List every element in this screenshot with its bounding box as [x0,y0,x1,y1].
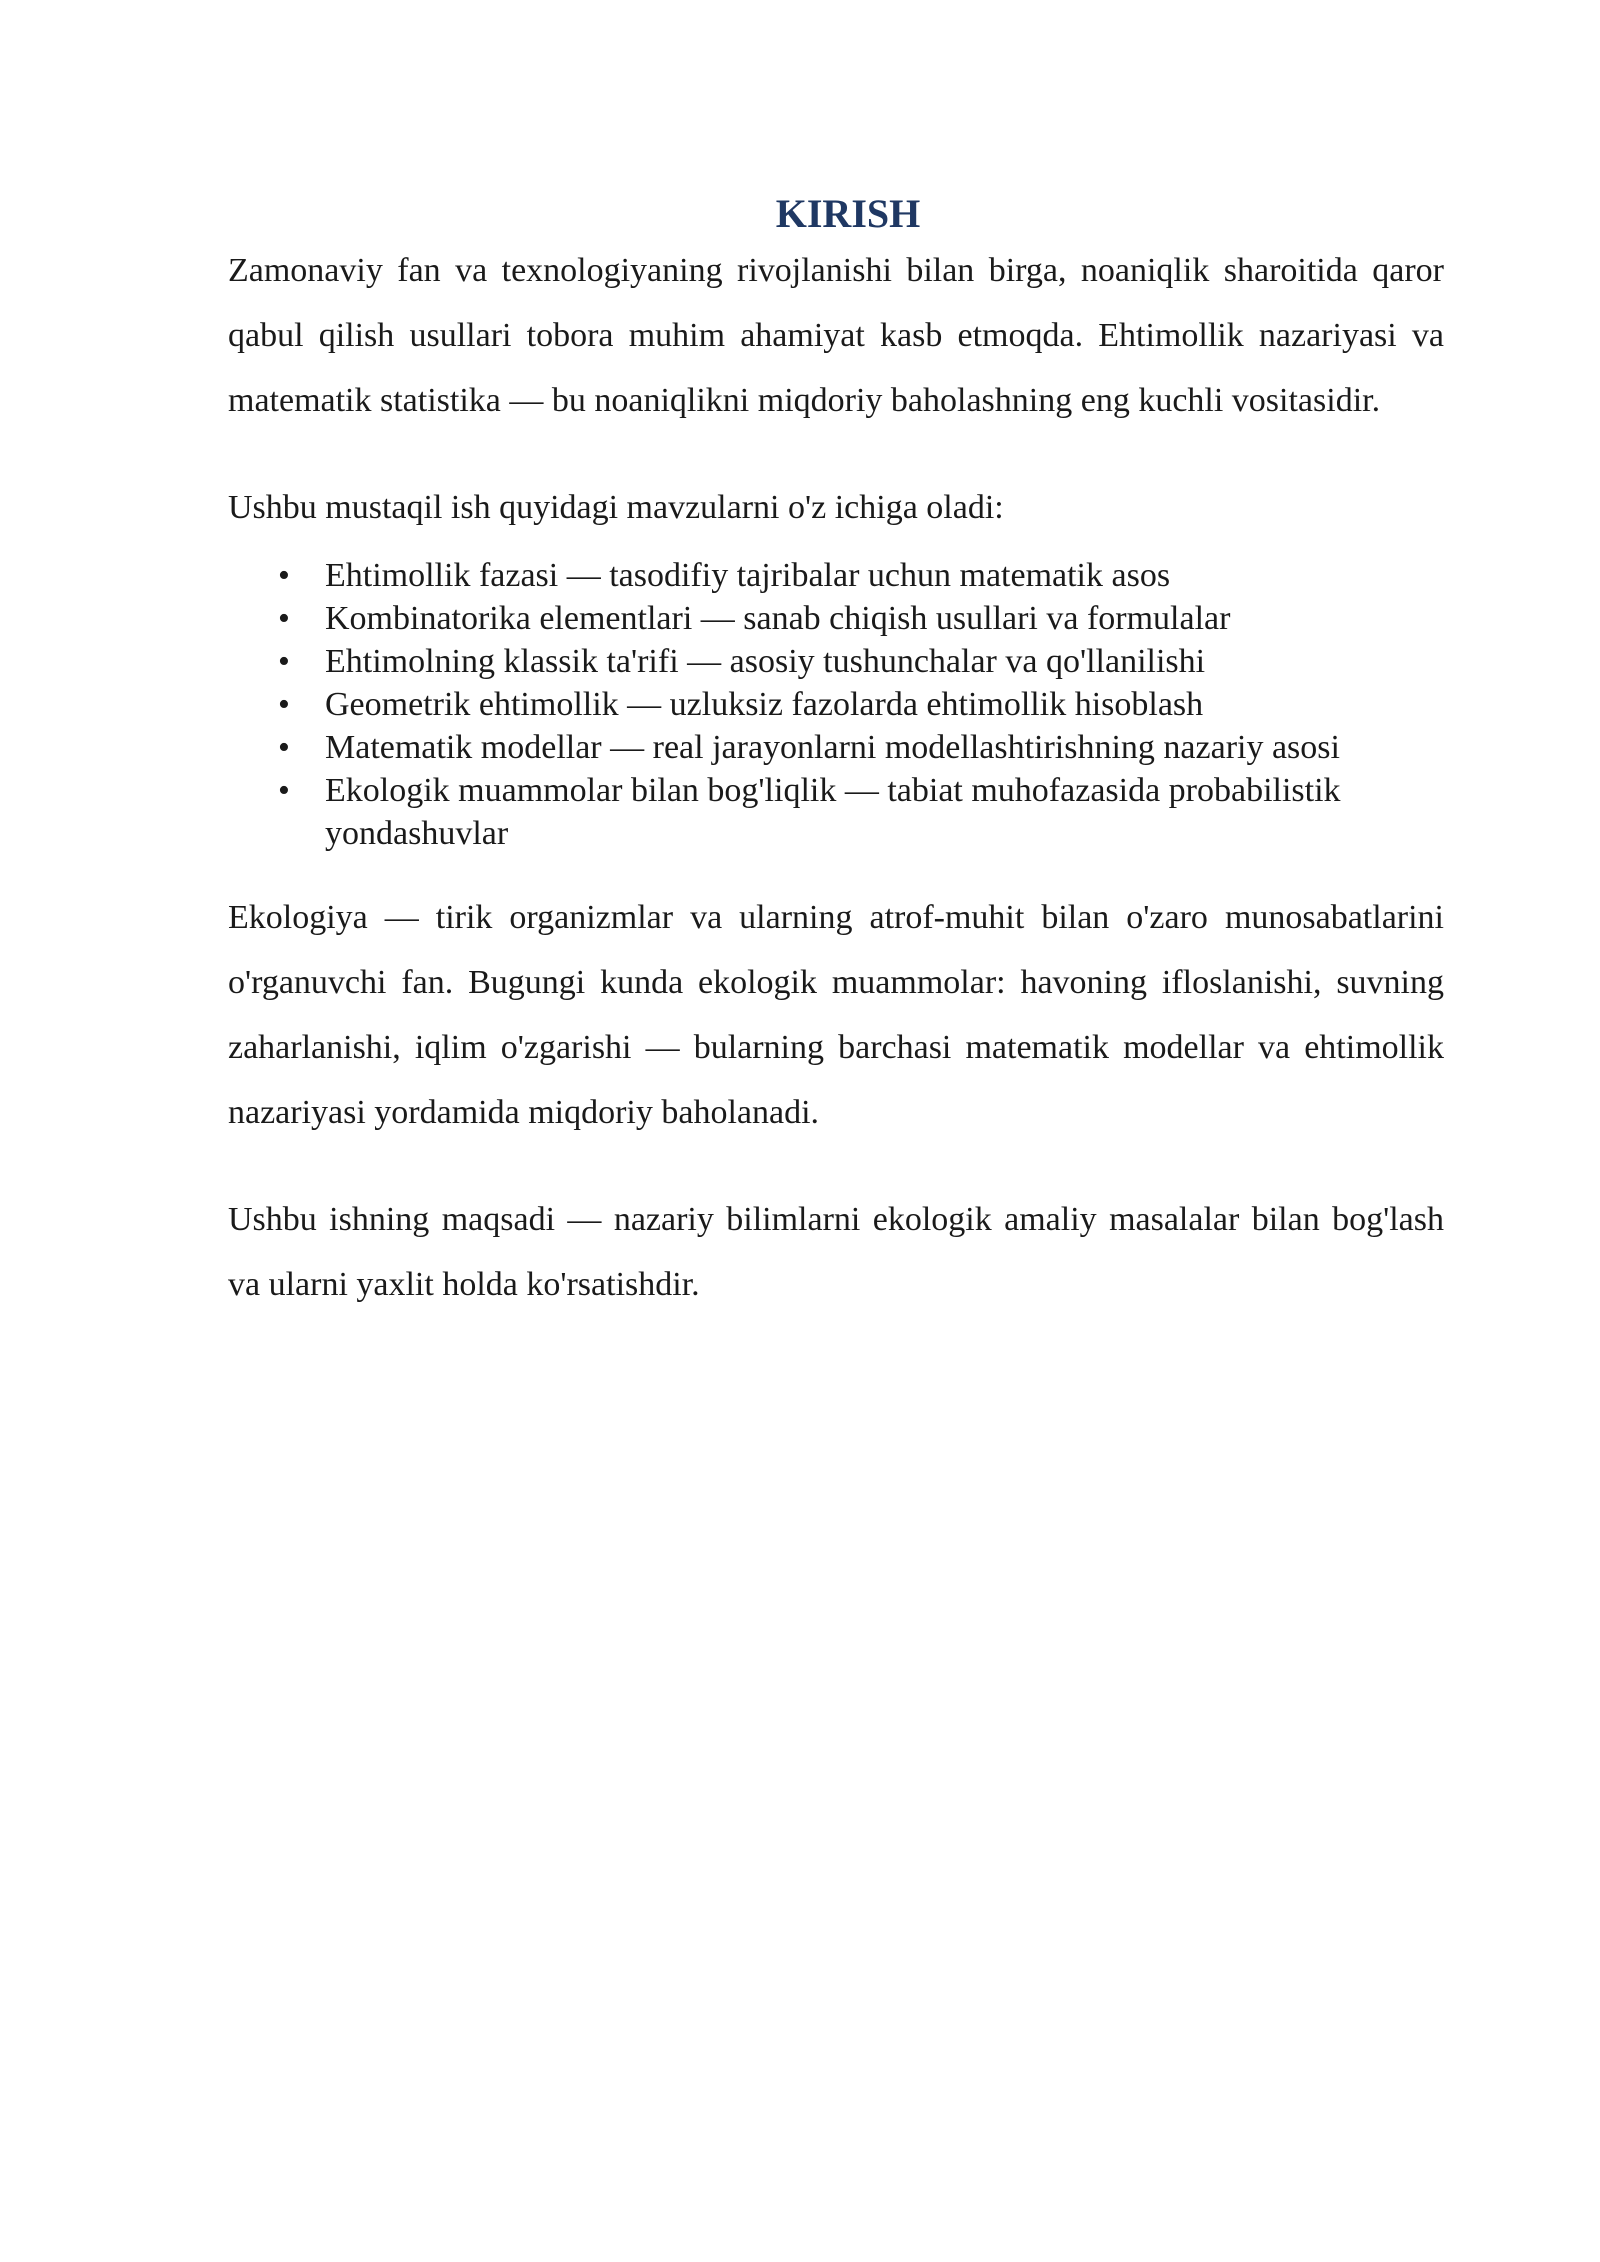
list-item [228,683,1444,726]
list-item [228,554,1444,597]
topics-list [228,554,1444,855]
list-item [228,769,1444,855]
page-title: KIRISH [775,191,921,236]
list-item-text: Ekologik muammolar bilan bog'liqlik — tabiat muhofazasida probabilistik yondashuvlar [325,772,1341,852]
list-item-text: Kombinatorika elementlari — sanab chiqish usullari va formulalar [325,600,1231,637]
list-item-text: Matematik modellar — real jarayonlarni modellashtirishning nazariy asosi [325,729,1340,766]
list-item-text: Ehtimollik fazasi — tasodifiy tajribalar uchun matematik asos [325,557,1171,594]
ecology-paragraph: Ekologiya — tirik organizmlar va ularning atrof-muhit bilan o'zaro munosabatlarini o'rganuvchi fan. Bugungi kunda ekologik muammolar: havoning ifloslanishi, suvning zaharlanishi, iqlim o'zgarishi — bularning barchasi matematik modellar va ehtimollik nazariyasi yordamida miqdoriy baholanadi. [228,899,1444,1131]
bullet-icon: • [278,643,290,680]
list-item [228,726,1444,769]
list-item-text: Geometrik ehtimollik — uzluksiz fazolarda ehtimollik hisoblash [325,686,1204,723]
intro-paragraph: Zamonaviy fan va texnologiyaning rivojlanishi bilan birga, noaniqlik sharoitida qaror qabul qilish usullari tobora muhim ahamiyat kasb etmoqda. Ehtimollik nazariyasi va matematik statistika — bu noaniqlikni miqdoriy baholashning eng kuchli vositasidir. [228,252,1444,419]
bullet-icon: • [278,557,290,594]
topics-lead-paragraph: Ushbu mustaqil ish quyidagi mavzularni o'z ichiga oladi: [228,489,1004,526]
list-item [228,640,1444,683]
list-item [228,597,1444,640]
bullet-icon: • [278,729,290,766]
bullet-icon: • [278,772,290,809]
document-page [228,190,1444,1317]
list-item-text: Ehtimolning klassik ta'rifi — asosiy tushunchalar va qo'llanilishi [325,643,1206,680]
goal-paragraph: Ushbu ishning maqsadi — nazariy bilimlarni ekologik amaliy masalalar bilan bog'lash va ularni yaxlit holda ko'rsatishdir. [228,1201,1444,1303]
bullet-icon: • [278,600,290,637]
bullet-icon: • [278,686,290,723]
